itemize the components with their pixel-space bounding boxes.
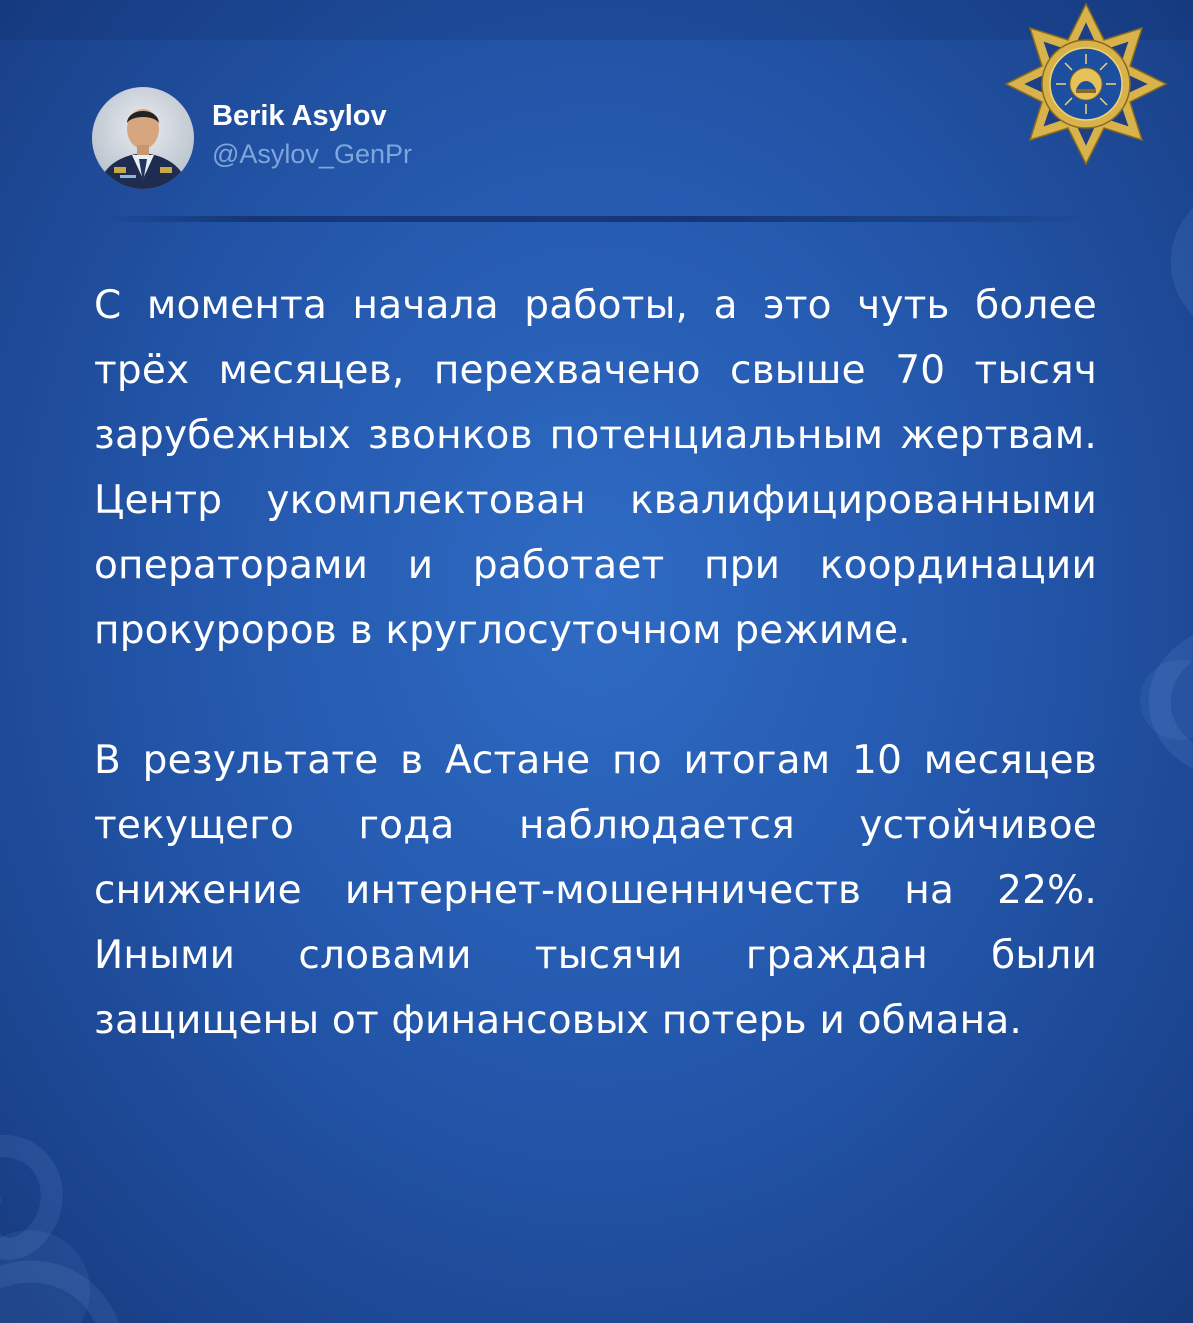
author-avatar[interactable] [92,87,194,189]
post-paragraph: В результате в Астане по итогам 10 месяцев текущего года наблюдается устойчивое снижение интернет-мошенничеств на 22%. Иными словами тысячи граждан были защищены от финансовых потерь и обмана. [94,738,1097,1043]
prosecutor-office-emblem-icon [1002,0,1170,168]
author-names [212,98,412,172]
author-display-name[interactable]: Berik Asylov [212,100,387,132]
header-divider [98,216,1098,222]
post-paragraph: С момента начала работы, а это чуть более трёх месяцев, перехвачено свыше 70 тысяч зарубежных звонков потенциальным жертвам. Центр укомплектован квалифицированными операторами и работает при координации прокуроров в круглосуточном режиме. [94,283,1097,653]
profile-photo-icon [92,87,194,189]
post-body [94,273,1097,1053]
prosecutor-emblem [1002,0,1170,168]
author-handle[interactable]: @Asylov_GenPr [212,139,412,169]
post-header [92,86,412,190]
